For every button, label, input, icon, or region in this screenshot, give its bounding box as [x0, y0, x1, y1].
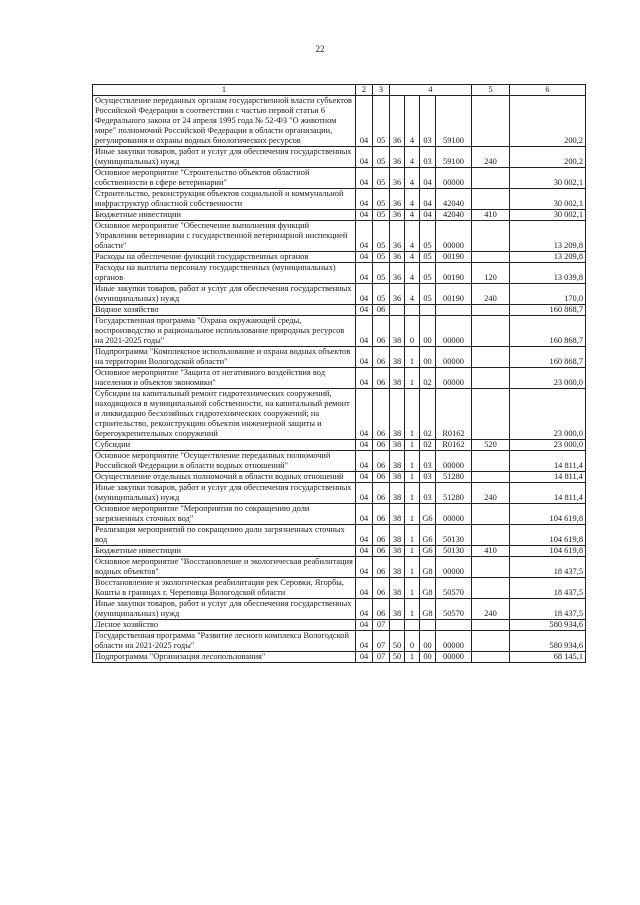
subsection-code: 05	[373, 147, 390, 168]
target-article-event: 00	[420, 347, 436, 368]
table-row	[93, 451, 586, 472]
target-article-direction: 50130	[436, 546, 472, 557]
target-article-direction: 00190	[436, 284, 472, 305]
amount: 18 437,5	[510, 557, 586, 578]
target-article-event: 04	[420, 168, 436, 189]
target-article-event: 00	[420, 316, 436, 347]
target-article-program: 38	[390, 546, 405, 557]
target-article-event: 03	[420, 483, 436, 504]
subsection-code: 06	[373, 599, 390, 620]
target-article-subprogram: 1	[405, 368, 420, 389]
target-article-subprogram: 1	[405, 525, 420, 546]
target-article-subprogram: 4	[405, 252, 420, 263]
subsection-code: 05	[373, 221, 390, 252]
amount: 14 811,4	[510, 483, 586, 504]
target-article-direction: R0162	[436, 389, 472, 440]
row-name: Осуществление переданных органам государственной власти субъектов Российской Федерации в соответствии с частью первой статьи 6 Федерального закона от 24 апреля 1995 года № 52-ФЗ "О животном мире" полномочий Российской Федерации в области организации, регулирования и охраны водных биологических ресурсов	[93, 96, 356, 147]
subsection-code: 05	[373, 210, 390, 221]
row-name: Иные закупки товаров, работ и услуг для обеспечения государственных (муниципальных) нужд	[93, 147, 356, 168]
target-article-direction: 50570	[436, 578, 472, 599]
amount: 580 934,6	[510, 631, 586, 652]
target-article-direction: 00000	[436, 504, 472, 525]
row-name: Основное мероприятие "Восстановление и экологическая реабилитация водных объектов"	[93, 557, 356, 578]
table-row	[93, 316, 586, 347]
subsection-code: 05	[373, 252, 390, 263]
target-article-direction: 51280	[436, 472, 472, 483]
target-article-event: 00	[420, 631, 436, 652]
target-article-program: 36	[390, 263, 405, 284]
amount: 580 934,6	[510, 620, 586, 631]
table-row	[93, 389, 586, 440]
row-name: Водное хозяйство	[93, 305, 356, 316]
section-code: 04	[356, 599, 373, 620]
row-name: Основное мероприятие "Защита от негативного воздействия вод населения и объектов экономики"	[93, 368, 356, 389]
target-article-event: 03	[420, 451, 436, 472]
header-col-3: 3	[373, 85, 390, 96]
expense-type-code	[472, 504, 510, 525]
target-article-event: 04	[420, 210, 436, 221]
page-number: 22	[315, 44, 325, 54]
table-row	[93, 368, 586, 389]
table-row	[93, 221, 586, 252]
section-code: 04	[356, 316, 373, 347]
amount: 160 868,7	[510, 347, 586, 368]
amount: 13 039,8	[510, 263, 586, 284]
amount: 18 437,5	[510, 578, 586, 599]
target-article-program: 38	[390, 347, 405, 368]
expense-type-code: 410	[472, 546, 510, 557]
target-article-event: 03	[420, 472, 436, 483]
expense-type-code	[472, 557, 510, 578]
expense-type-code	[472, 96, 510, 147]
target-article-program: 36	[390, 252, 405, 263]
target-article-direction: 00000	[436, 316, 472, 347]
table-row	[93, 96, 586, 147]
target-article-direction: 59100	[436, 96, 472, 147]
target-article-program: 36	[390, 96, 405, 147]
target-article-direction: 59100	[436, 147, 472, 168]
section-code: 04	[356, 440, 373, 451]
table-row	[93, 284, 586, 305]
table-row	[93, 652, 586, 663]
target-article-subprogram: 1	[405, 504, 420, 525]
expense-type-code	[472, 221, 510, 252]
amount: 13 209,8	[510, 252, 586, 263]
amount: 23 000,0	[510, 389, 586, 440]
target-article-subprogram: 4	[405, 168, 420, 189]
expense-type-code: 410	[472, 210, 510, 221]
target-article-subprogram: 1	[405, 389, 420, 440]
amount: 14 811,4	[510, 451, 586, 472]
target-article-program: 38	[390, 525, 405, 546]
header-col-2: 2	[356, 85, 373, 96]
target-article-subprogram: 1	[405, 347, 420, 368]
expense-type-code: 240	[472, 147, 510, 168]
section-code: 04	[356, 504, 373, 525]
amount: 13 209,8	[510, 221, 586, 252]
target-article-event: 05	[420, 263, 436, 284]
target-article-subprogram: 4	[405, 147, 420, 168]
target-article-program: 36	[390, 189, 405, 210]
target-article-direction: 00000	[436, 451, 472, 472]
amount: 104 619,8	[510, 504, 586, 525]
table-row	[93, 189, 586, 210]
section-code: 04	[356, 451, 373, 472]
target-article-direction	[436, 305, 472, 316]
expense-type-code	[472, 347, 510, 368]
target-article-program: 38	[390, 504, 405, 525]
target-article-subprogram: 4	[405, 189, 420, 210]
section-code: 04	[356, 96, 373, 147]
row-name: Государственная программа "Охрана окружающей среды, воспроизводство и рациональное использование природных ресурсов на 2021-2025 годы"	[93, 316, 356, 347]
row-name: Строительство, реконструкция объектов социальной и коммунальной инфраструктур областной собственности	[93, 189, 356, 210]
row-name: Основное мероприятие "Обеспечение выполнения функций Управления ветеринарии с государственной ветеринарной инспекцией области"	[93, 221, 356, 252]
budget-table	[92, 84, 586, 663]
amount: 30 002,1	[510, 210, 586, 221]
target-article-subprogram: 1	[405, 546, 420, 557]
table-row	[93, 305, 586, 316]
subsection-code: 06	[373, 472, 390, 483]
amount: 30 002,1	[510, 189, 586, 210]
row-name: Бюджетные инвестиции	[93, 546, 356, 557]
target-article-direction: 00000	[436, 221, 472, 252]
table-row	[93, 546, 586, 557]
target-article-subprogram: 1	[405, 557, 420, 578]
subsection-code: 06	[373, 504, 390, 525]
target-article-event: 04	[420, 189, 436, 210]
target-article-subprogram: 4	[405, 221, 420, 252]
section-code: 04	[356, 389, 373, 440]
target-article-subprogram: 1	[405, 472, 420, 483]
target-article-event: 05	[420, 284, 436, 305]
target-article-direction: 00000	[436, 168, 472, 189]
amount: 160 868,7	[510, 316, 586, 347]
target-article-subprogram: 1	[405, 578, 420, 599]
target-article-program: 38	[390, 316, 405, 347]
expense-type-code: 240	[472, 599, 510, 620]
table-row	[93, 525, 586, 546]
subsection-code: 06	[373, 525, 390, 546]
subsection-code: 06	[373, 557, 390, 578]
section-code: 04	[356, 546, 373, 557]
target-article-subprogram: 1	[405, 451, 420, 472]
table-row	[93, 620, 586, 631]
target-article-program: 36	[390, 147, 405, 168]
section-code: 04	[356, 472, 373, 483]
target-article-direction: R0162	[436, 440, 472, 451]
amount: 200,2	[510, 96, 586, 147]
table-row	[93, 168, 586, 189]
target-article-program: 38	[390, 557, 405, 578]
row-name: Иные закупки товаров, работ и услуг для обеспечения государственных (муниципальных) нужд	[93, 599, 356, 620]
subsection-code: 06	[373, 316, 390, 347]
target-article-event	[420, 305, 436, 316]
target-article-direction: 00000	[436, 368, 472, 389]
subsection-code: 07	[373, 620, 390, 631]
target-article-direction: 00000	[436, 347, 472, 368]
target-article-subprogram: 4	[405, 284, 420, 305]
target-article-direction: 51280	[436, 483, 472, 504]
expense-type-code	[472, 525, 510, 546]
table-row	[93, 483, 586, 504]
target-article-event: G8	[420, 578, 436, 599]
expense-type-code	[472, 252, 510, 263]
expense-type-code	[472, 368, 510, 389]
header-col-1: 1	[93, 85, 356, 96]
header-col-6: 6	[510, 85, 586, 96]
header-col-4: 4	[390, 85, 472, 96]
section-code: 04	[356, 252, 373, 263]
row-name: Лесное хозяйство	[93, 620, 356, 631]
target-article-event: 05	[420, 221, 436, 252]
section-code: 04	[356, 263, 373, 284]
target-article-event: G8	[420, 599, 436, 620]
subsection-code: 05	[373, 168, 390, 189]
subsection-code: 06	[373, 347, 390, 368]
table-row	[93, 599, 586, 620]
target-article-program: 38	[390, 451, 405, 472]
target-article-subprogram: 4	[405, 96, 420, 147]
subsection-code: 06	[373, 451, 390, 472]
target-article-program: 36	[390, 221, 405, 252]
section-code: 04	[356, 578, 373, 599]
row-name: Осуществление отдельных полномочий в области водных отношений	[93, 472, 356, 483]
row-name: Бюджетные инвестиции	[93, 210, 356, 221]
amount: 23 000,0	[510, 368, 586, 389]
header-col-5: 5	[472, 85, 510, 96]
table-row	[93, 347, 586, 368]
table-row	[93, 252, 586, 263]
target-article-event: 03	[420, 96, 436, 147]
target-article-direction: 00000	[436, 557, 472, 578]
table-row	[93, 263, 586, 284]
target-article-event: 02	[420, 389, 436, 440]
section-code: 04	[356, 347, 373, 368]
row-name: Расходы на выплаты персоналу государственных (муниципальных) органов	[93, 263, 356, 284]
row-name: Реализация мероприятий по сокращению доли загрязненных сточных вод	[93, 525, 356, 546]
target-article-subprogram: 4	[405, 263, 420, 284]
subsection-code: 06	[373, 578, 390, 599]
expense-type-code	[472, 451, 510, 472]
amount: 68 145,1	[510, 652, 586, 663]
expense-type-code: 120	[472, 263, 510, 284]
target-article-program: 38	[390, 483, 405, 504]
target-article-program: 36	[390, 284, 405, 305]
target-article-program	[390, 305, 405, 316]
row-name: Государственная программа "Развитие лесного комплекса Вологодской области на 2021-2025 годы"	[93, 631, 356, 652]
section-code: 04	[356, 368, 373, 389]
amount: 160 868,7	[510, 305, 586, 316]
target-article-program: 38	[390, 578, 405, 599]
table-row	[93, 557, 586, 578]
target-article-program: 50	[390, 631, 405, 652]
target-article-subprogram: 1	[405, 652, 420, 663]
target-article-subprogram: 4	[405, 210, 420, 221]
amount: 170,0	[510, 284, 586, 305]
target-article-program	[390, 620, 405, 631]
row-name: Расходы на обеспечение функций государственных органов	[93, 252, 356, 263]
target-article-subprogram: 1	[405, 599, 420, 620]
target-article-program: 38	[390, 389, 405, 440]
table-row	[93, 472, 586, 483]
target-article-direction: 00190	[436, 263, 472, 284]
target-article-subprogram: 0	[405, 631, 420, 652]
section-code: 04	[356, 305, 373, 316]
target-article-program: 50	[390, 652, 405, 663]
target-article-direction: 00000	[436, 652, 472, 663]
subsection-code: 07	[373, 652, 390, 663]
expense-type-code: 240	[472, 483, 510, 504]
target-article-program: 38	[390, 472, 405, 483]
amount: 104 619,8	[510, 546, 586, 557]
subsection-code: 07	[373, 631, 390, 652]
section-code: 04	[356, 221, 373, 252]
amount: 200,2	[510, 147, 586, 168]
target-article-event: 03	[420, 147, 436, 168]
row-name: Субсидии на капитальный ремонт гидротехнических сооружений, находящихся в муниципальной собственности, на капитальный ремонт и ликвидацию бесхозяйных гидротехнических сооружений; на строительство, реконструкцию объектов инженерной защиты и берегоукрепительных сооружений	[93, 389, 356, 440]
amount: 23 000,0	[510, 440, 586, 451]
subsection-code: 05	[373, 96, 390, 147]
target-article-event: 02	[420, 440, 436, 451]
amount: 104 619,8	[510, 525, 586, 546]
expense-type-code	[472, 631, 510, 652]
expense-type-code	[472, 578, 510, 599]
header-row	[93, 85, 586, 96]
target-article-direction: 50570	[436, 599, 472, 620]
table-row	[93, 147, 586, 168]
target-article-subprogram	[405, 620, 420, 631]
table-row	[93, 210, 586, 221]
expense-type-code	[472, 652, 510, 663]
expense-type-code	[472, 316, 510, 347]
target-article-program: 38	[390, 440, 405, 451]
target-article-event: G8	[420, 557, 436, 578]
target-article-subprogram	[405, 305, 420, 316]
expense-type-code	[472, 168, 510, 189]
expense-type-code	[472, 620, 510, 631]
amount: 18 437,5	[510, 599, 586, 620]
row-name: Иные закупки товаров, работ и услуг для обеспечения государственных (муниципальных) нужд	[93, 483, 356, 504]
row-name: Основное мероприятие "Мероприятия по сокращению доли загрязненных сточных вод"	[93, 504, 356, 525]
target-article-subprogram: 0	[405, 316, 420, 347]
target-article-direction: 50130	[436, 525, 472, 546]
expense-type-code: 240	[472, 284, 510, 305]
expense-type-code	[472, 472, 510, 483]
section-code: 04	[356, 620, 373, 631]
target-article-direction: 00190	[436, 252, 472, 263]
target-article-subprogram: 1	[405, 483, 420, 504]
section-code: 04	[356, 483, 373, 504]
expense-type-code: 520	[472, 440, 510, 451]
row-name: Подпрограмма "Организация лесопользования"	[93, 652, 356, 663]
table-row	[93, 631, 586, 652]
target-article-event: 05	[420, 252, 436, 263]
target-article-direction: 42040	[436, 189, 472, 210]
target-article-program: 38	[390, 599, 405, 620]
target-article-direction	[436, 620, 472, 631]
table-row	[93, 578, 586, 599]
section-code: 04	[356, 631, 373, 652]
section-code: 04	[356, 168, 373, 189]
target-article-event	[420, 620, 436, 631]
expense-type-code	[472, 305, 510, 316]
section-code: 04	[356, 147, 373, 168]
target-article-event: G6	[420, 546, 436, 557]
target-article-event: 02	[420, 368, 436, 389]
target-article-direction: 00000	[436, 631, 472, 652]
subsection-code: 06	[373, 389, 390, 440]
subsection-code: 06	[373, 546, 390, 557]
target-article-subprogram: 1	[405, 440, 420, 451]
section-code: 04	[356, 284, 373, 305]
row-name: Основное мероприятие "Осуществление переданных полномочий Российской Федерации в области водных отношений"	[93, 451, 356, 472]
target-article-event: G6	[420, 525, 436, 546]
section-code: 04	[356, 557, 373, 578]
subsection-code: 06	[373, 483, 390, 504]
section-code: 04	[356, 525, 373, 546]
row-name: Иные закупки товаров, работ и услуг для обеспечения государственных (муниципальных) нужд	[93, 284, 356, 305]
target-article-program: 36	[390, 210, 405, 221]
table-row	[93, 504, 586, 525]
target-article-event: 00	[420, 652, 436, 663]
expense-type-code	[472, 189, 510, 210]
amount: 14 811,4	[510, 472, 586, 483]
section-code: 04	[356, 652, 373, 663]
target-article-program: 36	[390, 168, 405, 189]
row-name: Основное мероприятие "Строительство объектов областной собственности в сфере ветеринарии"	[93, 168, 356, 189]
row-name: Восстановление и экологическая реабилитация рек Серовки, Ягорбы, Кошты в границах г. Череповца Вологодской области	[93, 578, 356, 599]
subsection-code: 06	[373, 440, 390, 451]
subsection-code: 06	[373, 305, 390, 316]
section-code: 04	[356, 210, 373, 221]
target-article-program: 38	[390, 368, 405, 389]
expense-type-code	[472, 389, 510, 440]
subsection-code: 05	[373, 189, 390, 210]
target-article-direction: 42040	[436, 210, 472, 221]
subsection-code: 05	[373, 263, 390, 284]
target-article-event: G6	[420, 504, 436, 525]
table-row	[93, 440, 586, 451]
amount: 30 002,1	[510, 168, 586, 189]
row-name: Подпрограмма "Комплексное использование и охрана водных объектов на территории Вологодской области"	[93, 347, 356, 368]
section-code: 04	[356, 189, 373, 210]
subsection-code: 05	[373, 284, 390, 305]
row-name: Субсидии	[93, 440, 356, 451]
subsection-code: 06	[373, 368, 390, 389]
